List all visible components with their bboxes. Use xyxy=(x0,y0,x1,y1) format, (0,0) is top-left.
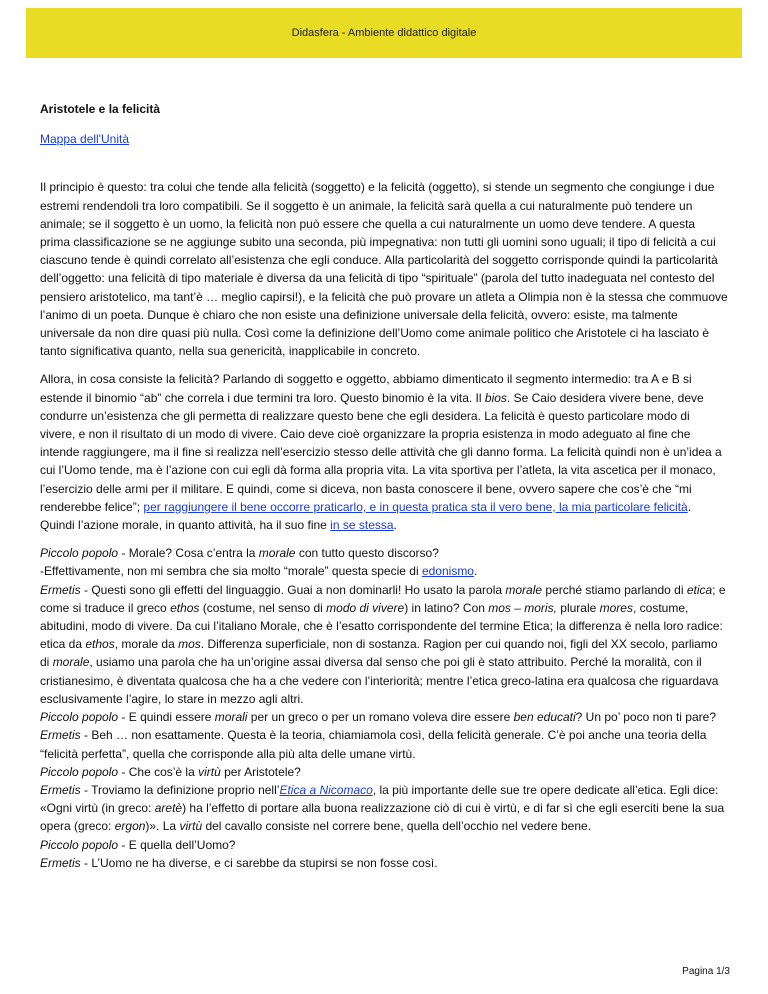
speaker: Ermetis xyxy=(40,728,81,743)
document-body xyxy=(40,100,728,872)
speaker: Ermetis xyxy=(40,855,81,870)
page-number: Pagina 1/3 xyxy=(682,966,730,977)
speaker: Piccolo popolo xyxy=(40,837,119,852)
speaker: Piccolo popolo xyxy=(40,710,119,725)
dialogue-line: Ermetis - Questi sono gli effetti del linguaggio. Guai a non dominarli! Ho usato la parola morale perché stiamo parlando di etica; e come si traduce il greco ethos (costume, nel senso di modo di vivere) in latino? Con mos – moris, plurale mores, costume, abitudini, modo di vivere. Da cui l’italiano Morale, che è l’esatto corrispondente del termine Etica; la differenza è nella loro radice: etica da ethos, morale da mos. Differenza superficiale, non di sostanza. Ragion per cui quando noi, figli del XX secolo, parliamo di morale, usiamo una parola che ha un’origine assai diversa dal senso che poi gli è stato attribuito. Perché la moralità, con il cristianesimo, è diventata qualcosa che ha a che vedere con l’interiorità; mentre l’etica greco-latina era qualcosa che riguardava esclusivamente l’agire, lo stare in mezzo agli altri. xyxy=(40,582,726,706)
dialogue-line: Piccolo popolo - Che cos’è la virtù per Aristotele? xyxy=(40,764,301,779)
nicomachean-ethics-link[interactable]: Etica a Nicomaco xyxy=(279,782,373,797)
speaker: Piccolo popolo xyxy=(40,764,119,779)
speaker: Piccolo popolo xyxy=(40,546,119,561)
dialogue xyxy=(40,544,728,872)
header-title: Didasfera - Ambiente didattico digitale xyxy=(291,27,477,39)
practice-good-link[interactable]: per raggiungere il bene occorre praticarlo, e in questa pratica sta il vero bene, la mia particolare felicità xyxy=(143,499,688,514)
speaker: Ermetis xyxy=(40,782,81,797)
hedonism-link[interactable]: edonismo xyxy=(421,564,474,579)
dialogue-line: -Effettivamente, non mi sembra che sia molto “morale” questa specie di edonismo. xyxy=(40,564,478,579)
dialogue-line: Ermetis - Beh … non esattamente. Questa è la teoria, chiamiamola così, della felicità generale. C’è poi anche una teoria della “felicità perfetta”, quella che corrisponde alla più alta delle umane virtù. xyxy=(40,728,707,761)
paragraph-2: Allora, in cosa consiste la felicità? Parlando di soggetto e oggetto, abbiamo dimenticato il segmento intermedio: tra A e B si estende il binomio “ab” che correla i due termini tra loro. Questo binomio è la vita. Il bios. Se Caio desidera vivere bene, deve condurre un’esistenza che gli permetta di realizzare questo bene che egli desidera. La felicità è questo particolare modo di vivere, e non il risultato di un modo di vivere. Caio deve cioè organizzare la propria esistenza in modo adeguato al fine che intende raggiungere, ma il fine si realizza nell’esercizio stesso delle attività che gli danno forma. La felicità quindi non è un’idea a cui l’Uomo tende, ma è l’azione con cui egli dà forma alla propria vita. La vita sportiva per l’atleta, la vita ascetica per il monaco, l’esercizio delle armi per il militare. E quindi, come si diceva, non basta conoscere il bene, ovvero sapere che cos’è che “mi renderebbe felice”; per raggiungere il bene occorre praticarlo, e in questa pratica sta il vero bene, la mia particolare felicità. Quindi l’azione morale, in quanto attività, ha il suo fine in se stessa. xyxy=(40,372,722,533)
paragraph-1: Il principio è questo: tra colui che tende alla felicità (soggetto) e la felicità (oggetto), si stende un segmento che congiunge i due estremi rendendoli tra loro compatibili. Se il soggetto è un animale, la felicità sarà quella a cui naturalmente può tendere un animale; se il soggetto è un uomo, la felicità non può essere che quella a cui naturalmente un uomo deve tendere. A questa prima classificazione se ne aggiunge subito una seconda, più impegnativa: non tutti gli uomini sono uguali; il tipo di felicità a cui ciascuno tende è quindi correlato all’esistenza che egli conduce. Alla particolarità del soggetto corrisponde quindi la particolarità dell’oggetto: una felicità di tipo materiale è diversa da una felicità di tipo “spirituale” (parola del tutto inadeguata nel contesto del pensiero aristotelico, ma tant’è … meglio capirsi!), e la felicità che può provare un atleta a Olimpia non è la stessa che commuove l’animo di un poeta. Dunque è chiaro che non esiste una definizione universale della felicità, ovvero: esiste, ma talmente universale da non dire quasi più nulla. Così come la definizione dell’Uomo come animale politico che Aristotele ci ha lasciato è tanto significativa quanto, nella sua genericità, inapplicabile in concreto. xyxy=(40,180,728,359)
document-title: Aristotele e la felicità xyxy=(40,102,161,116)
unit-map-link[interactable]: Mappa dell'Unità xyxy=(40,132,130,147)
dialogue-line: Piccolo popolo - Morale? Cosa c’entra la morale con tutto questo discorso? xyxy=(40,546,439,561)
speaker: Ermetis xyxy=(40,582,81,597)
dialogue-line: Ermetis - L’Uomo ne ha diverse, e ci sarebbe da stupirsi se non fosse così. xyxy=(40,855,438,870)
dialogue-line: Piccolo popolo - E quella dell’Uomo? xyxy=(40,837,236,852)
page-header xyxy=(26,8,742,58)
in-itself-link[interactable]: in se stessa xyxy=(330,518,394,533)
dialogue-line: Ermetis - Troviamo la definizione proprio nell’Etica a Nicomaco, la più importante delle sue tre opere dedicate all’etica. Egli dice: «Ogni virtù (in greco: aretè) ha l’effetto di portare alla buona realizzazione ciò di cui è virtù, e di far sì che egli eserciti bene la sua opera (greco: ergon)». La virtù del cavallo consiste nel correre bene, quella dell’occhio nel vedere bene. xyxy=(40,782,725,834)
dialogue-line: Piccolo popolo - E quindi essere morali per un greco o per un romano voleva dire essere ben educati? Un po’ poco non ti pare? xyxy=(40,710,716,725)
